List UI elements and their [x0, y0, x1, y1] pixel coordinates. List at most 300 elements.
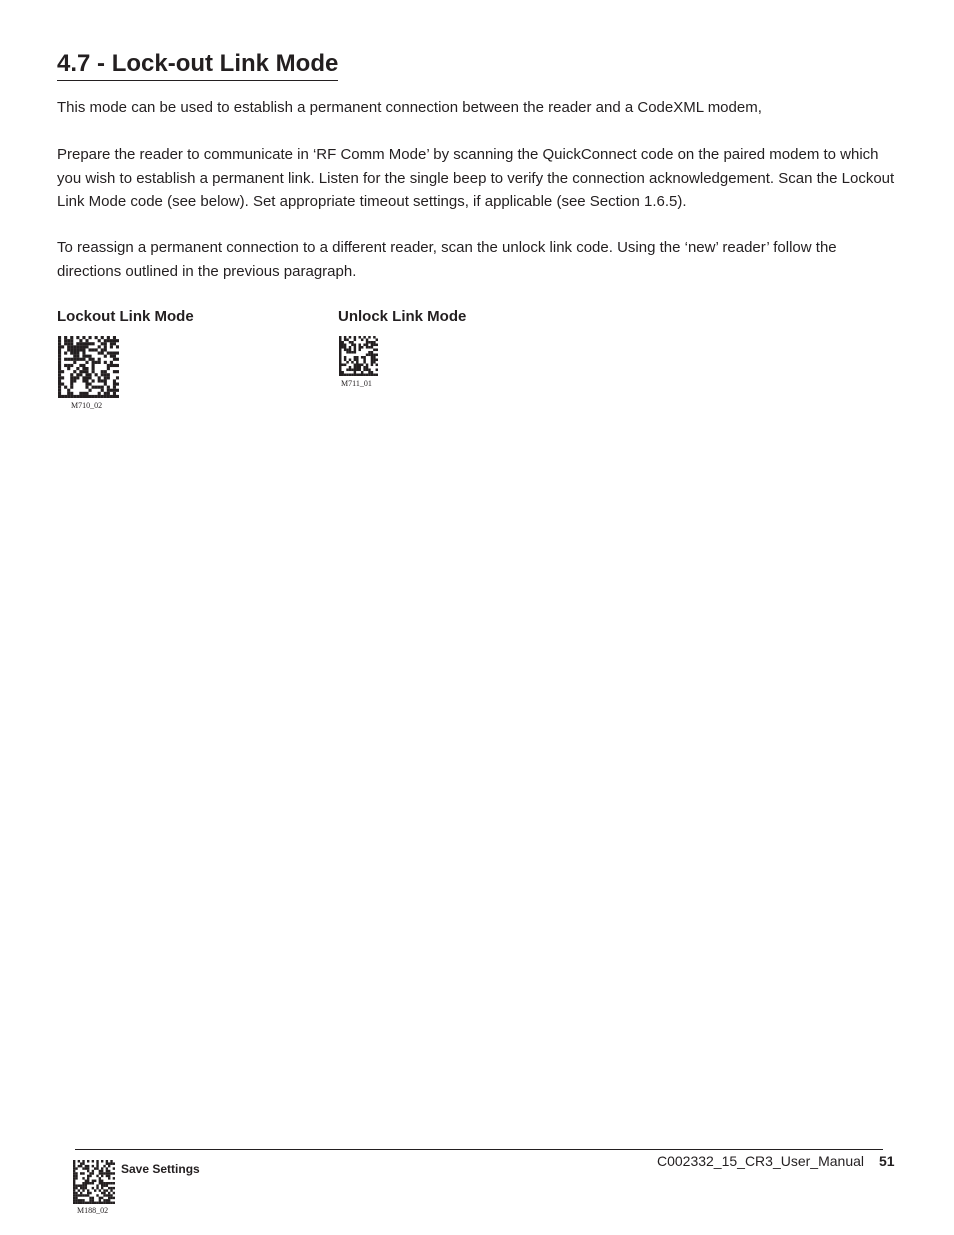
datamatrix-module: [349, 366, 351, 369]
datamatrix-module: [341, 364, 343, 367]
datamatrix-module: [371, 351, 373, 354]
datamatrix-module: [89, 358, 92, 361]
datamatrix-module: [110, 1162, 112, 1164]
datamatrix-module: [359, 364, 361, 367]
datamatrix-module: [87, 1202, 89, 1204]
datamatrix-module: [82, 1177, 84, 1179]
datamatrix-module: [85, 373, 88, 376]
datamatrix-module: [70, 352, 73, 355]
datamatrix-module: [80, 1192, 82, 1194]
datamatrix-module: [80, 1184, 82, 1186]
datamatrix-module: [73, 1175, 75, 1177]
datamatrix-module: [92, 348, 95, 351]
datamatrix-module: [73, 1202, 75, 1204]
datamatrix-module: [76, 342, 79, 345]
datamatrix-module: [58, 383, 61, 386]
reassign-paragraph: To reassign a permanent connection to a different reader, scan the unlock link code. Using the ‘new’ reader’ follow the directions outlined in the previous paragraph.: [57, 239, 837, 280]
datamatrix-module: [349, 341, 351, 344]
datamatrix-module: [98, 345, 101, 348]
datamatrix-module: [356, 359, 358, 362]
datamatrix-module: [373, 341, 375, 344]
datamatrix-module: [101, 395, 104, 398]
datamatrix-module: [78, 1199, 80, 1201]
datamatrix-module: [82, 364, 85, 367]
datamatrix-module: [78, 1184, 80, 1186]
datamatrix-module: [79, 373, 82, 376]
datamatrix-module: [368, 341, 370, 344]
datamatrix-module: [79, 392, 82, 395]
datamatrix-module: [113, 358, 116, 361]
datamatrix-module: [116, 358, 119, 361]
datamatrix-module: [89, 348, 92, 351]
datamatrix-module: [64, 342, 67, 345]
datamatrix-module: [354, 366, 356, 369]
datamatrix-module: [58, 352, 61, 355]
datamatrix-module: [58, 386, 61, 389]
datamatrix-module: [85, 1194, 87, 1196]
datamatrix-module: [113, 1182, 115, 1184]
datamatrix-module: [108, 1202, 110, 1204]
datamatrix-module: [89, 1172, 91, 1174]
datamatrix-module: [107, 352, 110, 355]
datamatrix-module: [82, 1202, 84, 1204]
datamatrix-module: [339, 336, 341, 339]
datamatrix-module: [354, 336, 356, 339]
datamatrix-module: [87, 1167, 89, 1169]
datamatrix-module: [371, 341, 373, 344]
datamatrix-module: [104, 376, 107, 379]
datamatrix-module: [349, 369, 351, 372]
datamatrix-module: [70, 339, 73, 342]
datamatrix-module: [351, 351, 353, 354]
datamatrix-module: [101, 1172, 103, 1174]
datamatrix-module: [98, 386, 101, 389]
datamatrix-module: [85, 1165, 87, 1167]
datamatrix-module: [85, 367, 88, 370]
datamatrix-module: [110, 1172, 112, 1174]
datamatrix-module: [116, 395, 119, 398]
datamatrix-module: [64, 336, 67, 339]
datamatrix-module: [78, 1189, 80, 1191]
datamatrix-module: [341, 341, 343, 344]
datamatrix-module: [346, 374, 348, 377]
datamatrix-module: [361, 356, 363, 359]
datamatrix-module: [58, 373, 61, 376]
datamatrix-module: [104, 395, 107, 398]
datamatrix-module: [363, 359, 365, 362]
datamatrix-module: [73, 361, 76, 364]
datamatrix-module: [113, 342, 116, 345]
datamatrix-module: [73, 1182, 75, 1184]
datamatrix-module: [351, 361, 353, 364]
datamatrix-module: [76, 355, 79, 358]
datamatrix-module: [96, 1194, 98, 1196]
datamatrix-module: [98, 392, 101, 395]
datamatrix-module: [101, 342, 104, 345]
datamatrix-module: [58, 358, 61, 361]
datamatrix-module: [80, 1187, 82, 1189]
datamatrix-module: [344, 346, 346, 349]
datamatrix-module: [101, 370, 104, 373]
datamatrix-module: [79, 358, 82, 361]
datamatrix-module: [101, 1175, 103, 1177]
datamatrix-module: [356, 356, 358, 359]
datamatrix-module: [70, 358, 73, 361]
datamatrix-module: [108, 1194, 110, 1196]
datamatrix-module: [87, 1165, 89, 1167]
datamatrix-module: [76, 336, 79, 339]
datamatrix-module: [89, 1197, 91, 1199]
datamatrix-module: [113, 395, 116, 398]
datamatrix-module: [58, 345, 61, 348]
datamatrix-module: [108, 1162, 110, 1164]
datamatrix-module: [351, 344, 353, 347]
datamatrix-module: [103, 1184, 105, 1186]
datamatrix-module: [58, 361, 61, 364]
datamatrix-module: [113, 392, 116, 395]
datamatrix-module: [85, 370, 88, 373]
datamatrix-module: [79, 364, 82, 367]
datamatrix-module: [75, 1177, 77, 1179]
datamatrix-module: [89, 342, 92, 345]
datamatrix-module: [76, 348, 79, 351]
datamatrix-module: [101, 352, 104, 355]
datamatrix-module: [75, 1202, 77, 1204]
datamatrix-module: [106, 1167, 108, 1169]
datamatrix-module: [106, 1162, 108, 1164]
datamatrix-module: [113, 1172, 115, 1174]
datamatrix-module: [95, 386, 98, 389]
datamatrix-module: [110, 1202, 112, 1204]
datamatrix-module: [346, 349, 348, 352]
datamatrix-module: [89, 383, 92, 386]
datamatrix-module: [58, 364, 61, 367]
datamatrix-module: [92, 1202, 94, 1204]
datamatrix-module: [371, 364, 373, 367]
datamatrix-module: [73, 1170, 75, 1172]
datamatrix-module: [92, 1182, 94, 1184]
datamatrix-module: [101, 1202, 103, 1204]
datamatrix-module: [87, 1182, 89, 1184]
datamatrix-module: [80, 1199, 82, 1201]
datamatrix-module: [92, 342, 95, 345]
datamatrix-module: [101, 1167, 103, 1169]
datamatrix-module: [70, 348, 73, 351]
datamatrix-module: [104, 342, 107, 345]
datamatrix-module: [349, 336, 351, 339]
datamatrix-module: [87, 1175, 89, 1177]
datamatrix-module: [95, 336, 98, 339]
intro-paragraph: This mode can be used to establish a permanent connection between the reader and a CodeXML modem,: [57, 99, 762, 116]
datamatrix-module: [73, 1180, 75, 1182]
datamatrix-module: [113, 1177, 115, 1179]
datamatrix-module: [76, 367, 79, 370]
datamatrix-module: [373, 356, 375, 359]
datamatrix-module: [85, 1202, 87, 1204]
datamatrix-module: [368, 354, 370, 357]
datamatrix-module: [113, 352, 116, 355]
datamatrix-module: [368, 336, 370, 339]
datamatrix-module: [366, 341, 368, 344]
datamatrix-module: [371, 361, 373, 364]
datamatrix-module: [92, 361, 95, 364]
datamatrix-module: [116, 352, 119, 355]
datamatrix-module: [349, 374, 351, 377]
datamatrix-module: [73, 1199, 75, 1201]
datamatrix-module: [95, 348, 98, 351]
datamatrix-module: [366, 369, 368, 372]
datamatrix-module: [73, 1167, 75, 1169]
datamatrix-module: [361, 346, 363, 349]
datamatrix-module: [89, 389, 92, 392]
datamatrix-module: [373, 359, 375, 362]
datamatrix-module: [339, 351, 341, 354]
datamatrix-module: [85, 345, 88, 348]
datamatrix-module: [363, 369, 365, 372]
datamatrix-module: [116, 383, 119, 386]
datamatrix-module: [67, 348, 70, 351]
datamatrix-module: [107, 373, 110, 376]
datamatrix-module: [108, 1170, 110, 1172]
page-title: 4.7 - Lock-out Link Mode: [57, 50, 338, 81]
datamatrix-module: [73, 1162, 75, 1164]
datamatrix-module: [89, 336, 92, 339]
datamatrix-module: [73, 1172, 75, 1174]
datamatrix-module: [339, 344, 341, 347]
datamatrix-module: [359, 349, 361, 352]
datamatrix-module: [344, 356, 346, 359]
datamatrix-module: [361, 371, 363, 374]
datamatrix-module: [78, 1160, 80, 1162]
datamatrix-module: [101, 386, 104, 389]
datamatrix-module: [58, 348, 61, 351]
datamatrix-module: [98, 339, 101, 342]
datamatrix-module: [75, 1194, 77, 1196]
datamatrix-module: [87, 1194, 89, 1196]
datamatrix-module: [73, 1189, 75, 1191]
datamatrix-module: [101, 348, 104, 351]
datamatrix-module: [85, 376, 88, 379]
datamatrix-module: [368, 346, 370, 349]
datamatrix-module: [82, 345, 85, 348]
datamatrix-module: [354, 364, 356, 367]
datamatrix-module: [82, 1182, 84, 1184]
datamatrix-module: [89, 373, 92, 376]
datamatrix-module: [85, 339, 88, 342]
datamatrix-module: [376, 349, 378, 352]
datamatrix-module: [107, 339, 110, 342]
datamatrix-module: [103, 1172, 105, 1174]
datamatrix-module: [346, 361, 348, 364]
datamatrix-module: [58, 367, 61, 370]
datamatrix-module: [341, 371, 343, 374]
datamatrix-module: [106, 1189, 108, 1191]
datamatrix-module: [82, 358, 85, 361]
datamatrix-module: [110, 1189, 112, 1191]
unlock-code-id: M711_01: [341, 379, 372, 388]
datamatrix-module: [82, 348, 85, 351]
lockout-code-id: M710_02: [71, 401, 103, 410]
datamatrix-module: [82, 342, 85, 345]
unlock-link-mode-label: Unlock Link Mode: [338, 308, 467, 325]
datamatrix-module: [110, 345, 113, 348]
datamatrix-module: [356, 361, 358, 364]
datamatrix-module: [344, 339, 346, 342]
datamatrix-module: [73, 1160, 75, 1162]
datamatrix-module: [85, 355, 88, 358]
datamatrix-module: [92, 395, 95, 398]
datamatrix-module: [80, 1162, 82, 1164]
datamatrix-module: [103, 1202, 105, 1204]
datamatrix-module: [110, 364, 113, 367]
datamatrix-module: [106, 1182, 108, 1184]
datamatrix-module: [106, 1184, 108, 1186]
datamatrix-module: [371, 356, 373, 359]
datamatrix-module: [70, 373, 73, 376]
datamatrix-module: [89, 1202, 91, 1204]
datamatrix-module: [339, 349, 341, 352]
datamatrix-module: [73, 348, 76, 351]
datamatrix-module: [110, 1194, 112, 1196]
datamatrix-module: [98, 352, 101, 355]
datamatrix-module: [94, 1189, 96, 1191]
datamatrix-module: [73, 345, 76, 348]
datamatrix-module: [104, 345, 107, 348]
document-id: C002332_15_CR3_User_Manual: [656, 1153, 864, 1169]
datamatrix-module: [110, 1160, 112, 1162]
datamatrix-module: [101, 373, 104, 376]
datamatrix-module: [64, 339, 67, 342]
datamatrix-module: [349, 359, 351, 362]
datamatrix-module: [106, 1175, 108, 1177]
datamatrix-module: [92, 358, 95, 361]
datamatrix-module: [373, 336, 375, 339]
datamatrix-module: [96, 1167, 98, 1169]
datamatrix-module: [87, 1170, 89, 1172]
datamatrix-module: [108, 1177, 110, 1179]
datamatrix-module: [89, 1192, 91, 1194]
datamatrix-module: [75, 1192, 77, 1194]
datamatrix-module: [366, 339, 368, 342]
datamatrix-module: [96, 1160, 98, 1162]
datamatrix-module: [366, 344, 368, 347]
datamatrix-module: [373, 354, 375, 357]
datamatrix-module: [87, 1192, 89, 1194]
datamatrix-module: [92, 367, 95, 370]
datamatrix-module: [366, 354, 368, 357]
datamatrix-module: [73, 1197, 75, 1199]
datamatrix-module: [110, 361, 113, 364]
datamatrix-module: [113, 364, 116, 367]
datamatrix-module: [85, 395, 88, 398]
datamatrix-module: [113, 383, 116, 386]
datamatrix-module: [75, 1197, 77, 1199]
datamatrix-module: [58, 342, 61, 345]
datamatrix-module: [85, 379, 88, 382]
datamatrix-module: [58, 339, 61, 342]
datamatrix-module: [359, 374, 361, 377]
datamatrix-module: [116, 339, 119, 342]
datamatrix-module: [96, 1187, 98, 1189]
datamatrix-module: [70, 392, 73, 395]
datamatrix-module: [110, 1197, 112, 1199]
datamatrix-module: [87, 1180, 89, 1182]
datamatrix-module: [349, 346, 351, 349]
datamatrix-module: [354, 339, 356, 342]
datamatrix-module: [98, 361, 101, 364]
datamatrix-module: [339, 374, 341, 377]
datamatrix-module: [82, 1187, 84, 1189]
datamatrix-module: [359, 369, 361, 372]
datamatrix-module: [103, 1189, 105, 1191]
datamatrix-module: [373, 374, 375, 377]
datamatrix-module: [363, 366, 365, 369]
datamatrix-module: [70, 379, 73, 382]
datamatrix-module: [108, 1182, 110, 1184]
datamatrix-module: [373, 361, 375, 364]
datamatrix-module: [359, 336, 361, 339]
datamatrix-module: [82, 1194, 84, 1196]
datamatrix-module: [64, 364, 67, 367]
datamatrix-module: [356, 374, 358, 377]
datamatrix-module: [366, 374, 368, 377]
datamatrix-module: [368, 369, 370, 372]
datamatrix-module: [61, 345, 64, 348]
datamatrix-module: [99, 1182, 101, 1184]
datamatrix-module: [361, 339, 363, 342]
datamatrix-module: [351, 374, 353, 377]
datamatrix-module: [110, 352, 113, 355]
datamatrix-module: [78, 1165, 80, 1167]
datamatrix-module: [373, 349, 375, 352]
datamatrix-module: [104, 361, 107, 364]
datamatrix-module: [113, 336, 116, 339]
datamatrix-module: [366, 366, 368, 369]
datamatrix-module: [116, 389, 119, 392]
datamatrix-module: [101, 1182, 103, 1184]
datamatrix-module: [356, 364, 358, 367]
datamatrix-module: [98, 379, 101, 382]
datamatrix-module: [339, 354, 341, 357]
datamatrix-module: [103, 1165, 105, 1167]
datamatrix-module: [82, 1167, 84, 1169]
datamatrix-module: [359, 346, 361, 349]
datamatrix-module: [95, 395, 98, 398]
datamatrix-module: [96, 1202, 98, 1204]
datamatrix-module: [376, 364, 378, 367]
datamatrix-module: [104, 383, 107, 386]
datamatrix-module: [58, 355, 61, 358]
datamatrix-module: [82, 1162, 84, 1164]
datamatrix-module: [341, 346, 343, 349]
datamatrix-module: [116, 376, 119, 379]
page-number: 51: [879, 1153, 895, 1169]
datamatrix-module: [70, 342, 73, 345]
datamatrix-module: [82, 379, 85, 382]
datamatrix-module: [107, 336, 110, 339]
datamatrix-module: [85, 342, 88, 345]
datamatrix-module: [75, 1184, 77, 1186]
lockout-link-mode-label: Lockout Link Mode: [57, 308, 194, 325]
datamatrix-module: [75, 1175, 77, 1177]
datamatrix-module: [82, 1199, 84, 1201]
datamatrix-module: [87, 1177, 89, 1179]
datamatrix-module: [73, 355, 76, 358]
datamatrix-module: [339, 341, 341, 344]
datamatrix-module: [76, 395, 79, 398]
save-settings-datamatrix: [73, 1160, 115, 1204]
datamatrix-module: [96, 1175, 98, 1177]
